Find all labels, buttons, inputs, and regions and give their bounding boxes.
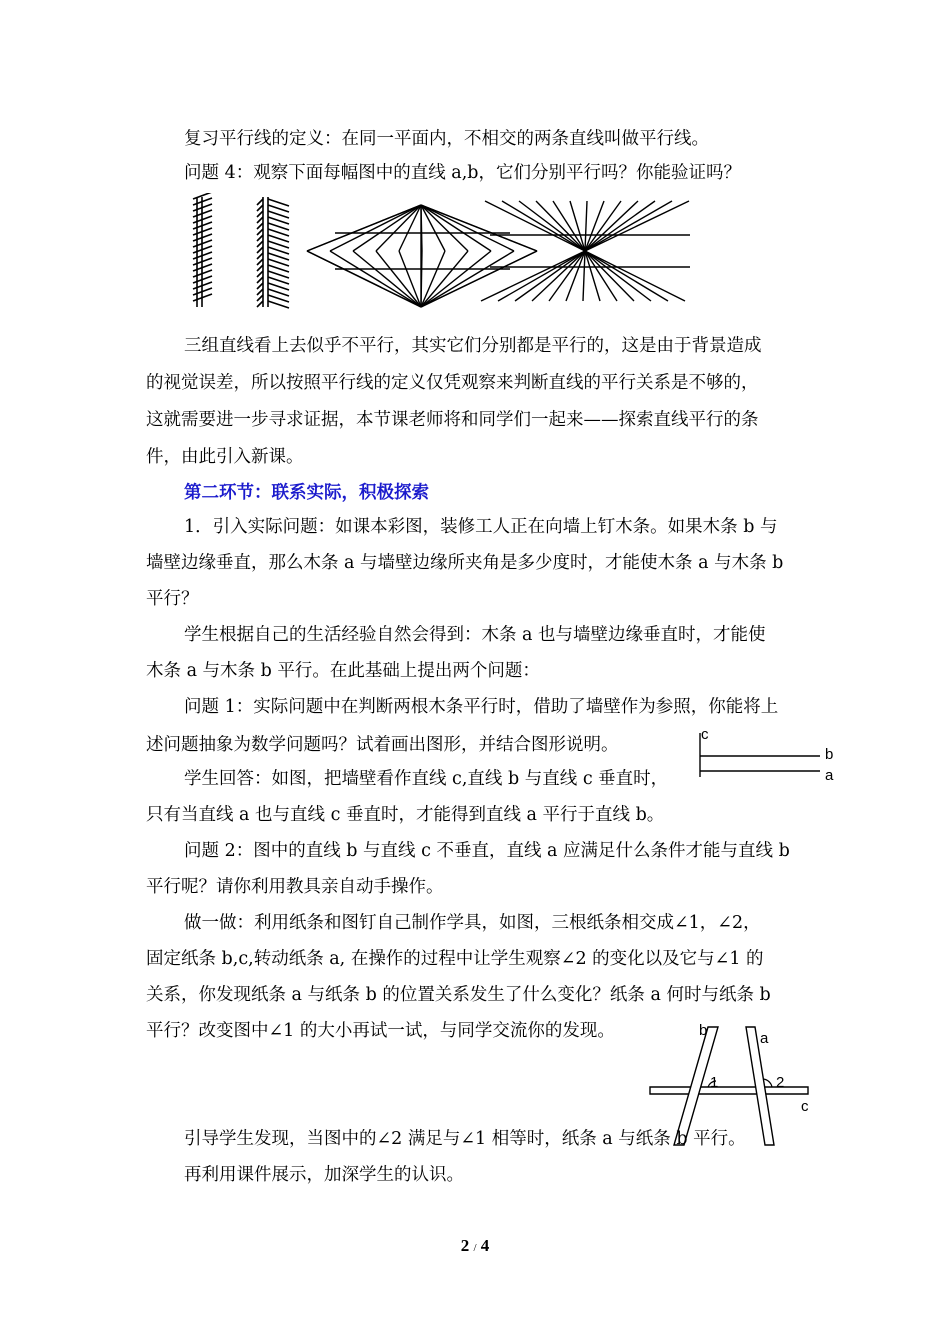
hatch-line (257, 277, 263, 283)
diamond-edge (421, 251, 537, 307)
diamond-fan-figure (307, 205, 537, 307)
paragraph-line: 墙壁边缘垂直，那么木条 a 与墙壁边缘所夹角是多少度时，才能使木条 a 与木条 b (146, 553, 784, 573)
paragraph-line: 三组直线看上去似乎不平行，其实它们分别都是平行的，这是由于背景造成 (184, 336, 762, 356)
hatch-line (257, 205, 263, 211)
paragraph-line: 再利用课件展示，加深学生的认识。 (184, 1165, 464, 1185)
definition-review: 复习平行线的定义：在同一平面内，不相交的两条直线叫做平行线。 (184, 129, 709, 149)
paragraph-line: 关系，你发现纸条 a 与纸条 b 的位置关系发生了什么变化？纸条 a 何时与纸条 b (146, 985, 771, 1005)
hatched-lines-figure-2 (257, 197, 289, 308)
hourglass-fan-figure (481, 201, 690, 301)
page-number (0, 1236, 950, 1256)
hatch-line (257, 283, 263, 289)
hatch-line (257, 211, 263, 217)
hatch-line (257, 253, 263, 259)
label-angle-2: 2 (776, 1074, 785, 1091)
question-4: 问题 4：观察下面每幅图中的直线 a,b，它们分别平行吗？你能验证吗？ (184, 163, 741, 183)
page-separator: / (473, 1242, 477, 1254)
paragraph-line: 平行？ (146, 589, 199, 609)
hatch-line (257, 295, 263, 301)
paragraph-line: 问题 2：图中的直线 b 与直线 c 不垂直，直线 a 应满足什么条件才能与直线 b (184, 841, 790, 861)
hatch-line (268, 241, 289, 248)
paragraph-line: 这就需要进一步寻求证据，本节课老师将和同学们一起来——探索直线平行的条 (146, 410, 759, 430)
illusion-figures (185, 193, 705, 313)
paragraph-line: 件，由此引入新课。 (146, 447, 304, 467)
paragraph-line: 平行呢？请你利用教具亲自动手操作。 (146, 877, 444, 897)
paragraph-line: 的视觉误差，所以按照平行线的定义仅凭观察来判断直线的平行关系是不够的， (146, 373, 759, 393)
perpendicular-lines-figure (692, 727, 842, 787)
label-b: b (699, 1022, 708, 1039)
label-b: b (825, 746, 834, 763)
label-c: c (701, 727, 709, 743)
section-heading: 第二环节：联系实际，积极探索 (184, 483, 429, 503)
label-a: a (760, 1030, 769, 1047)
hatch-line (268, 301, 289, 308)
paragraph-line: 学生回答：如图，把墙壁看作直线 c,直线 b 与直线 c 垂直时， (184, 769, 669, 789)
hatched-lines-figure-1 (193, 193, 212, 307)
label-c: c (801, 1098, 809, 1115)
fan-line (421, 205, 514, 251)
hatch-line (268, 283, 289, 290)
label-a: a (825, 767, 834, 784)
fan-line (421, 251, 445, 307)
paragraph-line: 只有当直线 a 也与直线 c 垂直时，才能得到直线 a 平行于直线 b。 (146, 805, 665, 825)
paragraph-line: 木条 a 与木条 b 平行。在此基础上提出两个问题： (146, 661, 540, 681)
hatch-line (268, 247, 289, 254)
hatch-line (268, 289, 289, 296)
fan-line (421, 205, 445, 251)
paragraph-line: 固定纸条 b,c,转动纸条 a, 在操作的过程中让学生观察∠2 的变化以及它与∠1 的 (146, 949, 764, 969)
hatch-line (268, 199, 289, 206)
hatch-line (268, 265, 289, 272)
fan-line (421, 251, 514, 307)
paragraph-line: 平行？改变图中∠1 的大小再试一试，与同学交流你的发现。 (146, 1021, 615, 1041)
hatch-line (257, 235, 263, 241)
hatch-line (268, 217, 289, 224)
hatch-line (268, 229, 289, 236)
page-total: 4 (480, 1236, 490, 1255)
fan-line (330, 205, 421, 251)
hatch-line (268, 223, 289, 230)
hatch-line (257, 271, 263, 277)
fan-line (421, 205, 468, 251)
hatch-line (257, 265, 263, 271)
fan-line (376, 205, 421, 251)
hatch-line (268, 205, 289, 212)
paragraph-line: 引导学生发现，当图中的∠2 满足与∠1 相等时，纸条 a 与纸条 b 平行。 (184, 1129, 746, 1149)
hatch-line (257, 223, 263, 229)
hatch-line (268, 271, 289, 278)
paragraph-line: 述问题抽象为数学问题吗？试着画出图形，并结合图形说明。 (146, 735, 619, 755)
hatch-line (268, 253, 289, 260)
hatch-line (268, 259, 289, 266)
hatch-line (257, 217, 263, 223)
hatch-line (268, 277, 289, 284)
hatch-line (257, 289, 263, 295)
hatch-line (268, 211, 289, 218)
hatch-line (268, 295, 289, 302)
label-angle-1: 1 (710, 1074, 719, 1091)
paragraph-line: 学生根据自己的生活经验自然会得到：木条 a 也与墙壁边缘垂直时，才能使 (184, 625, 766, 645)
fan-line (481, 201, 689, 301)
page-current: 2 (460, 1236, 470, 1255)
hatch-line (257, 247, 263, 253)
fan-line (330, 251, 421, 307)
hatch-line (268, 235, 289, 242)
hatch-line (257, 229, 263, 235)
hatch-line (257, 259, 263, 265)
paragraph-line: 问题 1：实际问题中在判断两根木条平行时，借助了墙壁作为参照，你能将上 (184, 697, 779, 717)
fan-line (421, 251, 468, 307)
hatch-line (257, 301, 263, 307)
fan-line (376, 251, 421, 307)
hatch-line (257, 241, 263, 247)
paragraph-line: 做一做：利用纸条和图钉自己制作学具，如图，三根纸条相交成∠1，∠2， (184, 913, 761, 933)
hatch-line (257, 199, 263, 205)
paragraph-line: 1．引入实际问题：如课本彩图，装修工人正在向墙上钉木条。如果木条 b 与 (184, 517, 778, 537)
